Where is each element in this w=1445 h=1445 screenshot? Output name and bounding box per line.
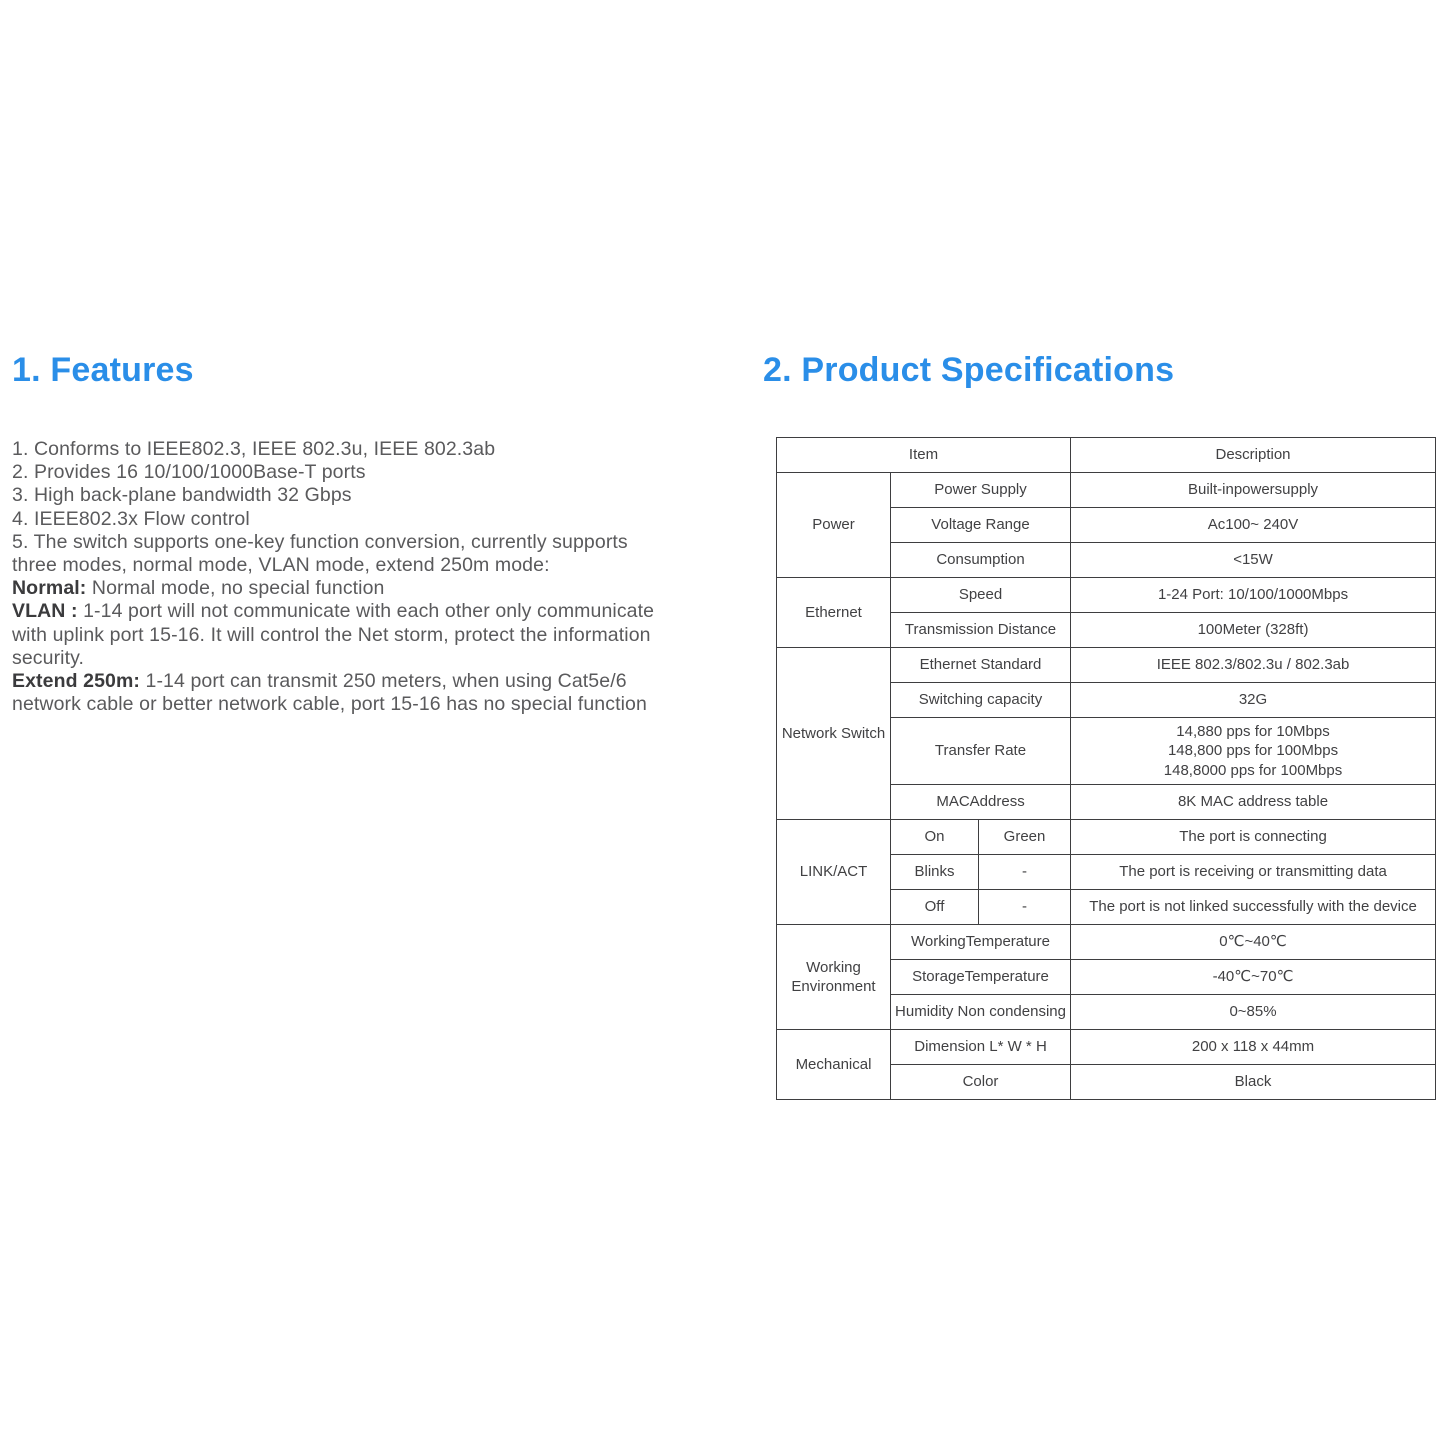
features-line-text: 5. The switch supports one-key function conversion, currently supports [12,530,628,553]
item-cell: Switching capacity [891,683,1071,718]
features-line-text: 2. Provides 16 10/100/1000Base-T ports [12,461,366,484]
features-line [12,554,702,577]
features-line-bold: VLAN : [12,600,78,623]
description-cell: 0~85% [1071,995,1436,1030]
features-line [12,670,702,693]
features-line [12,624,702,647]
table-row [777,1030,1436,1065]
description-cell: -40℃~70℃ [1071,960,1436,995]
description-cell: The port is receiving or transmitting data [1071,855,1436,890]
features-line-bold: Normal: [12,577,87,600]
features-line-text: with uplink port 15-16. It will control the Net storm, protect the information [12,623,651,646]
table-header-row [777,438,1436,473]
item-sub-cell: - [979,890,1071,925]
description-cell: 0℃~40℃ [1071,925,1436,960]
item-cell: Color [891,1065,1071,1100]
group-label-power: Power [777,473,891,578]
description-cell: The port is connecting [1071,820,1436,855]
description-cell: 32G [1071,683,1436,718]
features-line [12,484,702,507]
transfer-rate-line: 14,880 pps for 10Mbps [1176,722,1330,740]
features-line-text: network cable or better network cable, port 15-16 has no special function [12,693,647,716]
table-row [777,820,1436,855]
features-line-text: Normal mode, no special function [86,577,385,600]
item-sub-cell: - [979,855,1071,890]
description-cell: <15W [1071,543,1436,578]
item-cell: StorageTemperature [891,960,1071,995]
item-cell: Speed [891,578,1071,613]
features-line [12,461,702,484]
description-cell: Black [1071,1065,1436,1100]
features-line-text: 4. IEEE802.3x Flow control [12,507,250,530]
features-text-block [12,438,702,716]
features-line-text: 1-14 port can transmit 250 meters, when using Cat5e/6 [140,670,627,693]
features-line [12,647,702,670]
transfer-rate-line: 148,8000 pps for 100Mbps [1163,761,1343,779]
features-line [12,577,702,600]
description-cell: 100Meter (328ft) [1071,613,1436,648]
description-cell: The port is not linked successfully with the device [1071,890,1436,925]
description-cell: 200 x 118 x 44mm [1071,1030,1436,1065]
transfer-rate-line: 148,800 pps for 100Mbps [1167,742,1339,760]
features-line [12,600,702,623]
description-cell: Ac100~ 240V [1071,508,1436,543]
features-line-text: 3. High back-plane bandwidth 32 Gbps [12,484,352,507]
description-cell: 1-24 Port: 10/100/1000Mbps [1071,578,1436,613]
group-label-link-act: LINK/ACT [777,820,891,925]
item-cell: WorkingTemperature [891,925,1071,960]
group-label-working-environment: Working Environment [777,925,891,1030]
features-line [12,693,702,716]
item-cell: Voltage Range [891,508,1071,543]
item-cell: Humidity Non condensing [891,995,1071,1030]
item-cell: Off [891,890,979,925]
item-cell: Transfer Rate [891,718,1071,785]
specifications-table [776,437,1436,1100]
item-cell: Consumption [891,543,1071,578]
group-label-ethernet: Ethernet [777,578,891,648]
description-cell: Built-inpowersupply [1071,473,1436,508]
features-line [12,438,702,461]
header-description-cell: Description [1071,438,1436,473]
header-item-cell: Item [777,438,1071,473]
item-cell: Ethernet Standard [891,648,1071,683]
features-line-text: 1-14 port will not communicate with each other only communicate [77,600,655,623]
description-cell: 8K MAC address table [1071,785,1436,820]
item-cell: Dimension L* W * H [891,1030,1071,1065]
features-line-text: security. [12,646,85,669]
features-line-text: 1. Conforms to IEEE802.3, IEEE 802.3u, IEEE 802.3ab [12,438,496,460]
features-line-bold: Extend 250m: [12,670,140,693]
specifications-section-title: 2. Product Specifications [763,351,1175,389]
item-cell: Power Supply [891,473,1071,508]
description-cell: IEEE 802.3/802.3u / 802.3ab [1071,648,1436,683]
table-row [777,578,1436,613]
features-line [12,531,702,554]
item-cell: On [891,820,979,855]
group-label-network-switch: Network Switch [777,648,891,820]
table-row [777,925,1436,960]
item-cell: MACAddress [891,785,1071,820]
features-line-text: three modes, normal mode, VLAN mode, extend 250m mode: [12,554,550,577]
description-cell-multiline [1071,718,1436,785]
table-row [777,473,1436,508]
table-row [777,648,1436,683]
group-label-mechanical: Mechanical [777,1030,891,1100]
item-cell: Blinks [891,855,979,890]
features-section-title: 1. Features [12,351,194,389]
item-cell: Transmission Distance [891,613,1071,648]
features-line [12,508,702,531]
item-sub-cell: Green [979,820,1071,855]
